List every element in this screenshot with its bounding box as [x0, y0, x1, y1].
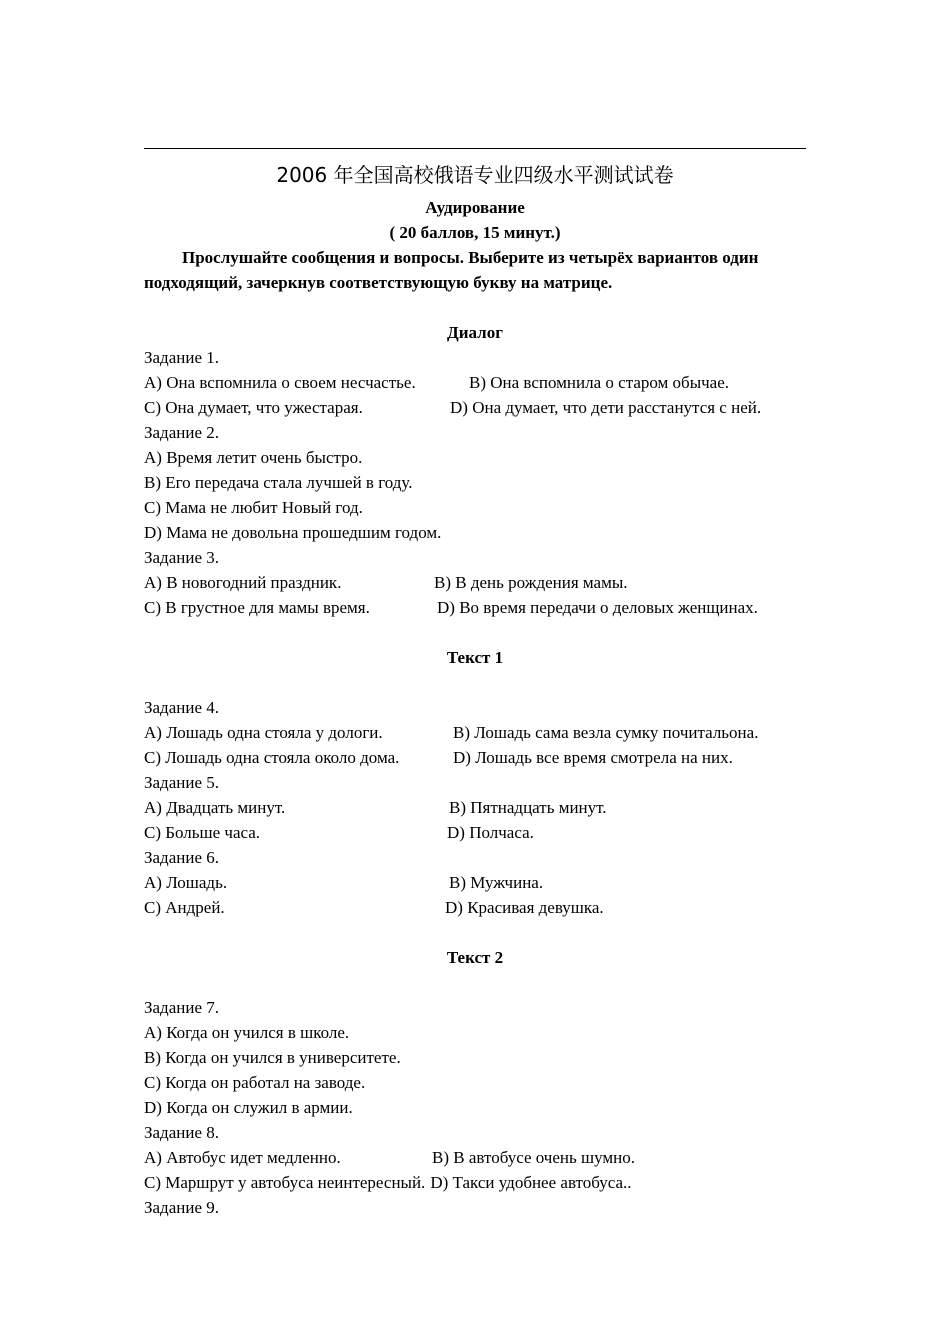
task-6-options-ab	[144, 870, 806, 895]
section-points: ( 20 баллов, 15 минут.)	[389, 223, 561, 242]
task-8-label: Задание 8.	[144, 1123, 219, 1142]
task-1-options-ab	[144, 370, 806, 395]
task-4-options-cd	[144, 745, 806, 770]
task-3-options-ab	[144, 570, 806, 595]
task-2-option-c: C) Мама не любит Новый год.	[144, 498, 363, 517]
task-5-option-a: A) Двадцать минут.	[144, 798, 286, 817]
task-7-option-c: C) Когда он работал на заводе.	[144, 1073, 366, 1092]
task-9-label: Задание 9.	[144, 1198, 219, 1217]
task-2-option-b: B) Его передача стала лучшей в году.	[144, 473, 413, 492]
exam-title: 2006 年全国高校俄语专业四级水平测试试卷	[276, 163, 674, 187]
task-4-option-c: C) Лошадь одна стояла около дома.	[144, 748, 400, 767]
task-4-option-b: B) Лошадь сама везла сумку почитальона.	[453, 723, 759, 742]
task-4-options-ab	[144, 720, 806, 745]
task-8-option-c: C) Маршрут у автобуса неинтересный.	[144, 1173, 426, 1192]
task-6-option-b: B) Мужчина.	[449, 873, 544, 892]
task-3-option-d: D) Во время передачи о деловых женщинах.	[437, 598, 758, 617]
task-1-option-b: B) Она вспомнила о старом обычае.	[469, 373, 730, 392]
task-1-label: Задание 1.	[144, 348, 219, 367]
task-5-option-b: B) Пятнадцать минут.	[449, 798, 607, 817]
task-5-label: Задание 5.	[144, 773, 219, 792]
text-2-heading: Текст 2	[446, 948, 504, 967]
task-8-option-d: D) Такси удобнее автобуса..	[430, 1173, 632, 1192]
task-5-options-ab	[144, 795, 806, 820]
task-1-options-cd	[144, 395, 806, 420]
instructions: Прослушайте сообщения и вопросы. Выберите из четырёх вариантов один подходящий, зачеркнув соответствующую букву на матрице.	[144, 248, 759, 292]
task-3-label: Задание 3.	[144, 548, 219, 567]
task-6-label: Задание 6.	[144, 848, 219, 867]
task-3-option-c: C) В грустное для мамы время.	[144, 598, 370, 617]
task-6-option-d: D) Красивая девушка.	[445, 898, 604, 917]
dialog-heading: Диалог	[447, 323, 503, 342]
task-6-option-c: C) Андрей.	[144, 898, 225, 917]
task-4-option-a: A) Лошадь одна стояла у дологи.	[144, 723, 383, 742]
task-7-option-b: B) Когда он учился в университете.	[144, 1048, 401, 1067]
task-4-option-d: D) Лошадь все время смотрела на них.	[453, 748, 733, 767]
task-6-options-cd	[144, 895, 806, 920]
task-3-option-b: B) В день рождения мамы.	[434, 573, 628, 592]
section-title: Аудирование	[425, 198, 525, 217]
task-8-options-ab	[144, 1145, 806, 1170]
task-8-option-a: A) Автобус идет медленно.	[144, 1148, 341, 1167]
task-2-option-a: A) Время летит очень быстро.	[144, 448, 363, 467]
task-5-options-cd	[144, 820, 806, 845]
task-6-option-a: A) Лошадь.	[144, 873, 228, 892]
text-1-heading: Текст 1	[446, 648, 504, 667]
header-rule	[144, 148, 806, 149]
task-1-option-a: A) Она вспомнила о своем несчастье.	[144, 373, 416, 392]
task-7-option-d: D) Когда он служил в армии.	[144, 1098, 353, 1117]
task-5-option-d: D) Полчаса.	[447, 823, 534, 842]
task-3-options-cd	[144, 595, 806, 620]
task-2-option-d: D) Мама не довольна прошедшим годом.	[144, 523, 442, 542]
task-2-label: Задание 2.	[144, 423, 219, 442]
task-5-option-c: C) Больше часа.	[144, 823, 261, 842]
task-7-label: Задание 7.	[144, 998, 219, 1017]
task-3-option-a: A) В новогодний праздник.	[144, 573, 342, 592]
task-7-option-a: A) Когда он учился в школе.	[144, 1023, 350, 1042]
task-1-option-d: D) Она думает, что дети расстанутся с ней.	[450, 398, 762, 417]
page-content	[144, 148, 806, 1220]
task-1-option-c: C) Она думает, что ужестарая.	[144, 398, 363, 417]
task-8-option-b: B) В автобусе очень шумно.	[432, 1148, 635, 1167]
task-4-label: Задание 4.	[144, 698, 219, 717]
task-8-options-cd	[144, 1170, 806, 1195]
